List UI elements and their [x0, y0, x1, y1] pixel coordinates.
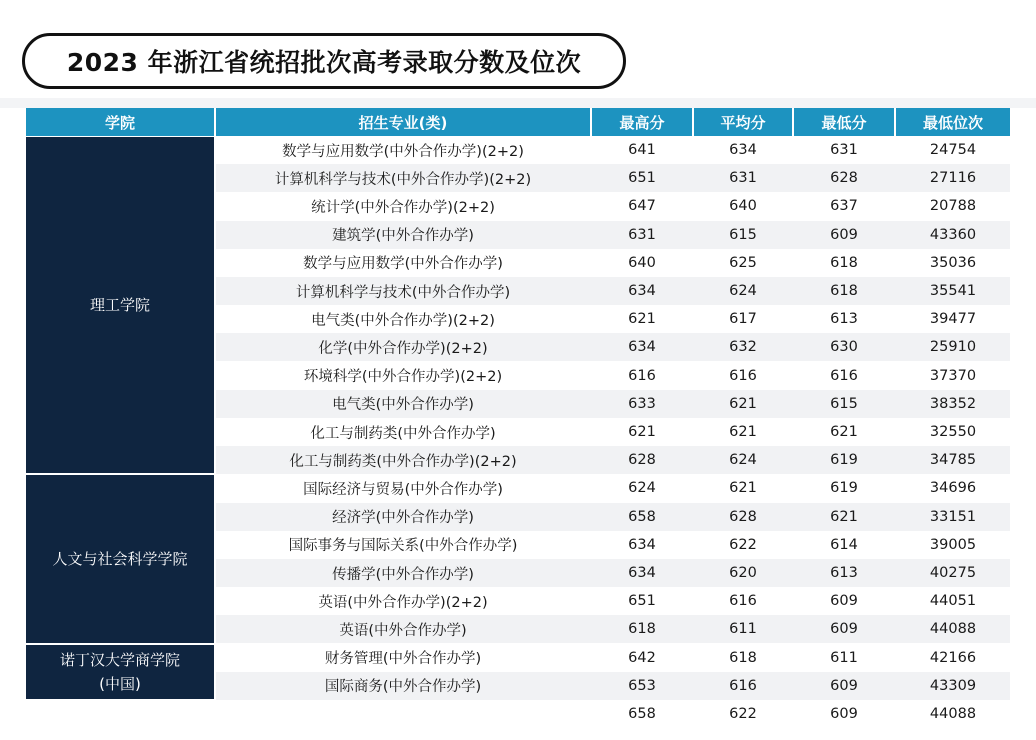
cell-major: 化工与制药类(中外合作办学) — [310, 425, 496, 442]
table-row — [216, 390, 1010, 418]
cell-major: 统计学(中外合作办学)(2+2) — [311, 199, 495, 216]
cell-min: 621 — [830, 424, 858, 440]
table-row — [216, 531, 1010, 559]
table-row — [216, 559, 1010, 587]
cell-max: 634 — [628, 536, 656, 553]
cell-max: 631 — [628, 226, 656, 243]
table-row — [216, 418, 1010, 446]
cell-rank: 27116 — [929, 170, 977, 187]
cell-min: 618 — [830, 283, 858, 299]
cell-rank: 44088 — [929, 706, 977, 722]
cell-rank: 35036 — [929, 254, 977, 271]
cell-major: 建筑学(中外合作办学) — [332, 228, 474, 245]
cell-rank: 44051 — [929, 593, 977, 610]
cell-major: 英语(中外合作办学)(2+2) — [318, 594, 488, 611]
cell-major: 环境科学(中外合作办学)(2+2) — [303, 369, 503, 386]
cell-avg: 616 — [729, 593, 757, 610]
cell-rank: 44088 — [929, 621, 977, 638]
table-row — [216, 333, 1010, 361]
cell-min: 619 — [830, 452, 858, 469]
cell-min: 611 — [830, 649, 858, 666]
cell-min: 615 — [830, 395, 858, 412]
cell-min: 614 — [830, 536, 858, 553]
cell-avg: 628 — [729, 508, 757, 525]
cell-min: 630 — [830, 339, 858, 356]
cell-major: 国际商务(中外合作办学) — [324, 679, 482, 696]
cell-rank: 24754 — [929, 142, 977, 158]
cell-avg: 621 — [729, 424, 757, 440]
cell-rank: 42166 — [929, 649, 977, 666]
cell-rank: 34696 — [929, 480, 977, 497]
cell-avg: 617 — [729, 311, 757, 328]
cell-rank: 32550 — [929, 424, 977, 440]
cell-rank: 25910 — [929, 339, 977, 356]
table-body — [26, 136, 1010, 740]
college-name: 人文与社会科学学院 — [52, 549, 188, 568]
cell-max: 634 — [628, 283, 656, 299]
cell-avg: 640 — [729, 198, 757, 215]
cell-min: 616 — [830, 367, 858, 384]
table-row — [216, 305, 1010, 333]
cell-max: 628 — [628, 452, 656, 469]
cell-avg: 622 — [729, 536, 757, 553]
cell-avg: 634 — [729, 142, 757, 158]
cell-major: 数学与应用数学(中外合作办学)(2+2) — [282, 143, 524, 160]
table-header-row — [26, 108, 1010, 136]
college-name: 理工学院 — [89, 296, 150, 315]
cell-major: 经济学(中外合作办学) — [332, 510, 474, 527]
cell-max: 618 — [628, 621, 656, 638]
cell-max: 621 — [628, 424, 656, 440]
header-max: 最高分 — [592, 108, 692, 136]
cell-avg: 621 — [729, 395, 757, 412]
header-major: 招生专业(类) — [216, 108, 590, 136]
cell-max: 621 — [628, 311, 656, 328]
cell-rank: 39477 — [929, 311, 977, 328]
header-min: 最低分 — [794, 108, 894, 136]
page-title: 2023 年浙江省统招批次高考录取分数及位次 — [66, 48, 582, 77]
cell-rank: 37370 — [929, 367, 977, 384]
cell-max: 658 — [628, 508, 656, 525]
cell-min: 613 — [830, 565, 858, 581]
table-row — [216, 277, 1010, 305]
cell-avg: 625 — [729, 254, 757, 271]
table-row — [216, 136, 1010, 164]
table-row — [216, 221, 1010, 249]
cell-min: 609 — [830, 706, 858, 722]
cell-min: 637 — [830, 198, 858, 215]
cell-max: 651 — [628, 170, 656, 187]
table-row — [216, 192, 1010, 220]
cell-min: 631 — [830, 142, 858, 158]
table-row — [216, 362, 1010, 390]
cell-avg: 611 — [729, 621, 757, 638]
cell-max: 651 — [628, 593, 656, 610]
college-cell — [26, 645, 214, 699]
cell-rank: 43360 — [929, 226, 977, 243]
college-cell — [26, 137, 214, 473]
cell-avg: 616 — [729, 677, 757, 694]
table-row — [216, 587, 1010, 615]
cell-major: 电气类(中外合作办学) — [332, 397, 474, 414]
cell-major — [216, 700, 590, 728]
cell-min: 609 — [830, 621, 858, 638]
cell-rank: 43309 — [929, 677, 977, 694]
table-row — [216, 700, 1010, 728]
header-band — [0, 98, 1036, 108]
cell-major: 计算机科学与技术(中外合作办学) — [295, 284, 511, 301]
cell-min: 609 — [830, 677, 858, 694]
table-row — [216, 474, 1010, 502]
college-cell — [26, 475, 214, 642]
cell-max: 640 — [628, 254, 656, 271]
cell-avg: 616 — [729, 367, 757, 384]
cell-min: 628 — [830, 170, 858, 187]
cell-max: 633 — [628, 395, 656, 412]
cell-max: 624 — [628, 480, 656, 497]
cell-rank: 40275 — [929, 565, 977, 581]
header-avg: 平均分 — [694, 108, 792, 136]
cell-rank: 39005 — [929, 536, 977, 553]
header-rank: 最低位次 — [896, 108, 1010, 136]
cell-avg: 622 — [729, 706, 757, 722]
cell-max: 642 — [628, 649, 656, 666]
header-college: 学院 — [26, 108, 214, 136]
table-row — [216, 446, 1010, 474]
cell-rank: 34785 — [929, 452, 977, 469]
cell-min: 609 — [830, 226, 858, 243]
cell-major: 数学与应用数学(中外合作办学) — [303, 256, 503, 273]
cell-max: 647 — [628, 198, 656, 215]
cell-max: 634 — [628, 339, 656, 356]
cell-major: 财务管理(中外合作办学) — [324, 651, 482, 668]
table-row — [216, 164, 1010, 192]
cell-avg: 624 — [729, 283, 757, 299]
cell-major: 化工与制药类(中外合作办学)(2+2) — [289, 453, 517, 470]
cell-major: 英语(中外合作办学) — [339, 622, 467, 639]
cell-major: 传播学(中外合作办学) — [332, 566, 474, 583]
cell-major: 国际事务与国际关系(中外合作办学) — [288, 538, 518, 555]
cell-max: 634 — [628, 565, 656, 581]
cell-major: 化学(中外合作办学)(2+2) — [318, 340, 488, 357]
college-name: 诺丁汉大学商学院 (中国) — [59, 650, 180, 693]
cell-max: 616 — [628, 367, 656, 384]
cell-avg: 615 — [729, 226, 757, 243]
cell-max: 641 — [628, 142, 656, 158]
cell-max: 658 — [628, 706, 656, 722]
table-row — [216, 503, 1010, 531]
title-box — [22, 33, 626, 89]
cell-max: 653 — [628, 677, 656, 694]
table-row — [216, 672, 1010, 700]
table-row — [216, 249, 1010, 277]
cell-avg: 632 — [729, 339, 757, 356]
admission-table — [26, 108, 1010, 740]
cell-avg: 620 — [729, 565, 757, 581]
cell-min: 618 — [830, 254, 858, 271]
cell-min: 609 — [830, 593, 858, 610]
cell-major: 计算机科学与技术(中外合作办学)(2+2) — [274, 171, 532, 188]
cell-avg: 631 — [729, 170, 757, 187]
table-row — [216, 615, 1010, 643]
cell-avg: 621 — [729, 480, 757, 497]
cell-major: 电气类(中外合作办学)(2+2) — [311, 312, 495, 329]
cell-min: 621 — [830, 508, 858, 525]
cell-avg: 624 — [729, 452, 757, 469]
cell-rank: 33151 — [929, 508, 977, 525]
cell-major: 国际经济与贸易(中外合作办学) — [303, 481, 503, 498]
cell-rank: 20788 — [929, 198, 977, 215]
cell-avg: 618 — [729, 649, 757, 666]
cell-rank: 38352 — [929, 395, 977, 412]
cell-min: 619 — [830, 480, 858, 497]
cell-rank: 35541 — [929, 283, 977, 299]
cell-min: 613 — [830, 311, 858, 328]
table-row — [216, 644, 1010, 672]
